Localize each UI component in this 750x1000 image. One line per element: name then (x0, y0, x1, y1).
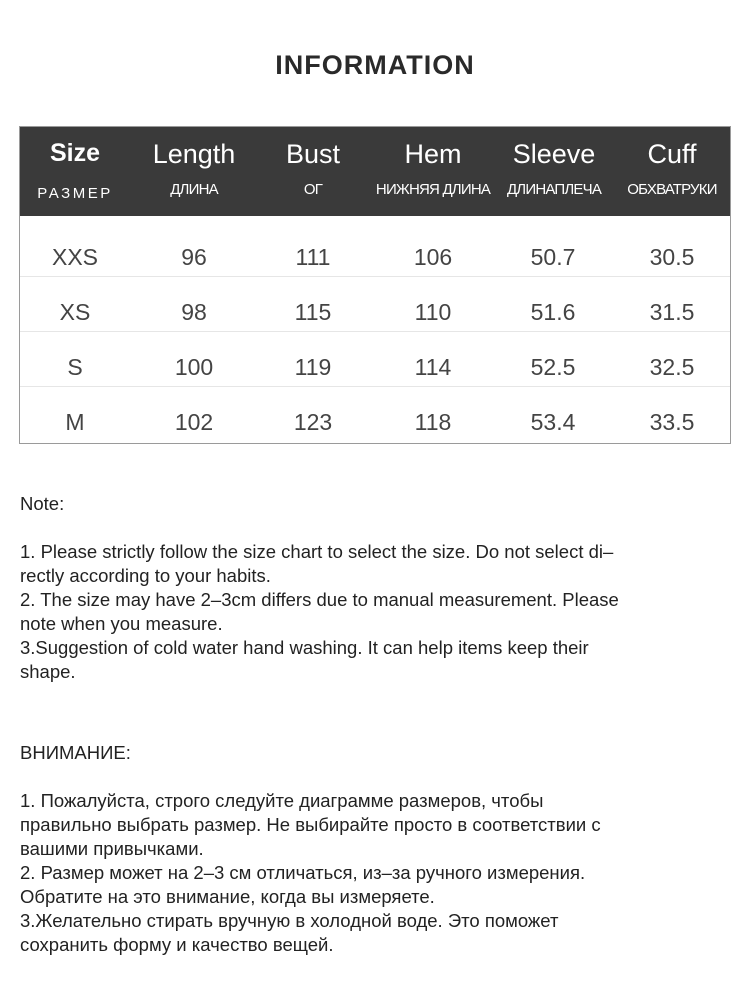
note-heading: ВНИМАНИЕ: (20, 742, 131, 763)
cell-length: 102 (174, 409, 214, 435)
cell-hem: 106 (413, 244, 453, 270)
cell-cuff: 33.5 (649, 409, 695, 435)
note-line: note when you measure. (20, 613, 223, 634)
note-line: rectly according to your habits. (20, 565, 271, 586)
cell-length: 98 (181, 299, 207, 325)
note-english (20, 492, 720, 684)
table-header (20, 127, 730, 216)
table-row (20, 332, 730, 387)
note-line: 1. Please strictly follow the size chart to select the size. Do not select di– (20, 541, 614, 562)
header-size-ru: РАЗМЕР (37, 185, 113, 202)
cell-sleeve: 53.4 (530, 409, 576, 435)
cell-cuff: 30.5 (649, 244, 695, 270)
cell-length: 100 (174, 354, 214, 380)
cell-size: XS (59, 299, 91, 325)
note-line: shape. (20, 661, 76, 682)
cell-bust: 119 (294, 354, 332, 380)
cell-size: XXS (51, 244, 99, 270)
size-chart-table (19, 126, 731, 444)
header-cuff-en: Cuff (647, 139, 697, 169)
cell-bust: 123 (293, 409, 333, 435)
header-hem-en: Hem (404, 139, 462, 169)
header-bust-en: Bust (285, 139, 341, 169)
header-hem-ru: НИЖНЯЯ ДЛИНА (375, 181, 491, 198)
header-sleeve-ru: ДЛИНАПЛЕЧА (506, 181, 602, 198)
header-bust-ru: ОГ (303, 181, 323, 198)
note-line: правильно выбрать размер. Не выбирайте просто в соответствии с (20, 814, 601, 835)
cell-hem: 110 (414, 299, 452, 325)
cell-bust: 111 (295, 244, 331, 270)
header-length-en: Length (152, 139, 236, 169)
header-sleeve (494, 127, 614, 216)
note-line: Обратите на это внимание, когда вы измеряете. (20, 886, 435, 907)
cell-bust: 115 (294, 299, 332, 325)
note-heading: Note: (20, 493, 65, 514)
cell-sleeve: 50.7 (530, 244, 576, 270)
cell-cuff: 32.5 (649, 354, 695, 380)
cell-size: S (67, 354, 83, 380)
cell-sleeve: 51.6 (530, 299, 576, 325)
table-row (20, 387, 730, 441)
header-cuff (616, 127, 728, 216)
note-line: 1. Пожалуйста, строго следуйте диаграмме размеров, чтобы (20, 790, 544, 811)
header-bust (254, 127, 372, 216)
cell-hem: 118 (414, 409, 452, 435)
note-line: 2. The size may have 2–3cm differs due to manual measurement. Please (20, 589, 619, 610)
table-row (20, 277, 730, 332)
note-line: сохранить форму и качество вещей. (20, 934, 334, 955)
cell-sleeve: 52.5 (530, 354, 576, 380)
note-line: 2. Размер может на 2–3 см отличаться, из–за ручного измерения. (20, 862, 586, 883)
cell-hem: 114 (414, 354, 452, 380)
table-body (20, 222, 730, 441)
note-line: вашими привычками. (20, 838, 204, 859)
header-size-en: Size (49, 139, 101, 167)
cell-cuff: 31.5 (649, 299, 695, 325)
header-cuff-ru: ОБХВАТРУКИ (627, 181, 717, 198)
header-size (20, 127, 130, 216)
header-length-ru: ДЛИНА (170, 181, 218, 198)
note-russian (20, 741, 720, 957)
header-sleeve-en: Sleeve (512, 139, 596, 169)
cell-size: M (65, 409, 85, 435)
cell-length: 96 (181, 244, 207, 270)
table-row (20, 222, 730, 277)
header-hem (370, 127, 496, 216)
note-line: 3.Suggestion of cold water hand washing. It can help items keep their (20, 637, 589, 658)
note-line: 3.Желательно стирать вручную в холодной воде. Это поможет (20, 910, 559, 931)
header-length (135, 127, 253, 216)
page-title: INFORMATION (275, 50, 475, 80)
